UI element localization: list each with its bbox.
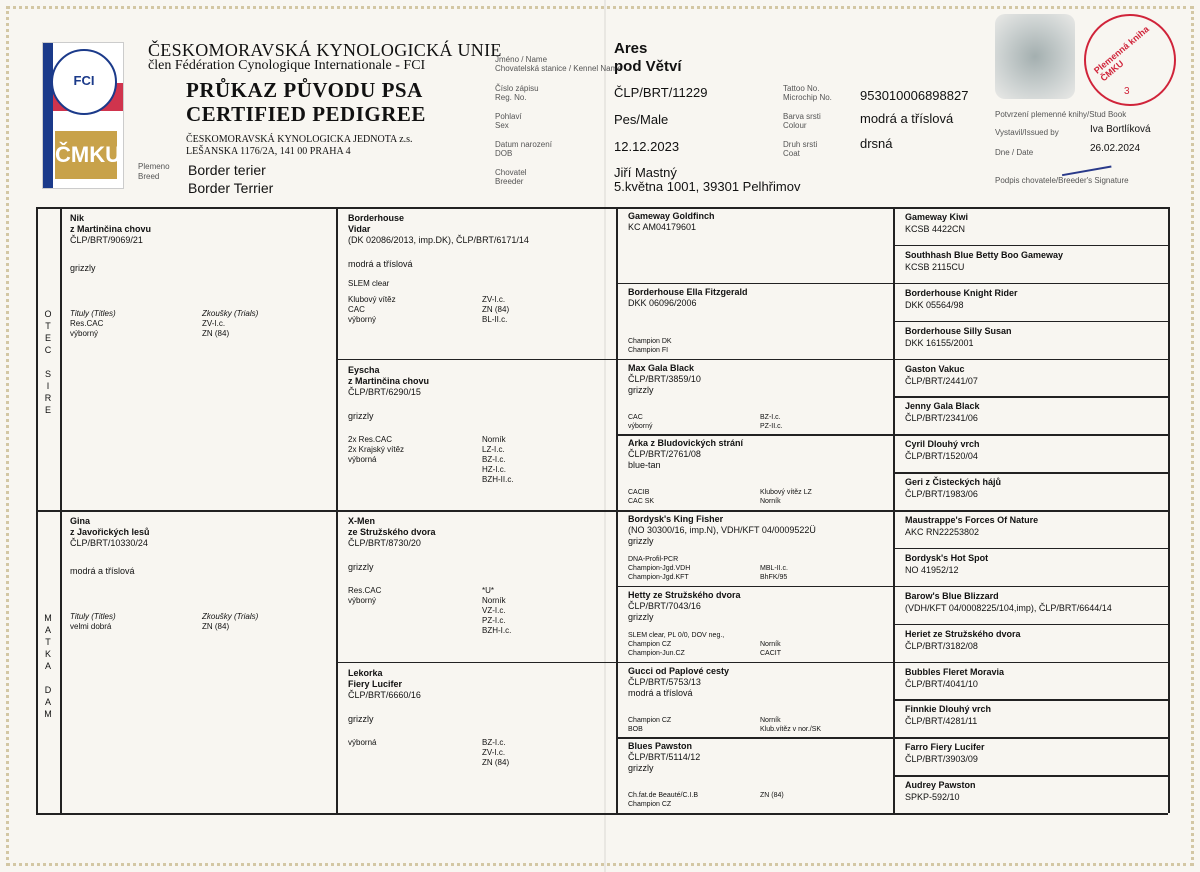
reg-label-cz: Číslo zápisu (495, 84, 539, 93)
grid-border-bottom (36, 813, 1168, 815)
breed-label-en: Breed (138, 172, 160, 181)
grid-row-line (893, 737, 1168, 739)
ggp-reg: ČLP/BRT/5114/12 (628, 752, 701, 763)
grid-row-line (893, 662, 1168, 664)
grid-border-top (36, 207, 1168, 209)
gggp-name: Barow's Blue Blizzard (905, 590, 999, 601)
parent-kennel: z Javořických lesů (70, 527, 150, 537)
org-name: ČESKOMORAVSKÁ KYNOLOGICKÁ UNIE (148, 40, 502, 60)
ggp-title: BOB (628, 725, 643, 733)
ggp-reg: (NO 30300/16, imp.N), VDH/KFT 04/0009522Ü (628, 525, 816, 535)
ggp-trial: CACIT (760, 649, 781, 657)
ggp-color: modrá a tříslová (628, 687, 693, 698)
grid-row-line (893, 321, 1168, 323)
breeder-label-en: Breeder (495, 177, 524, 186)
grandparent-trial: ZN (84) (482, 757, 510, 767)
sire-side-letter: O (44, 309, 52, 319)
grandparent-kennel: Fiery Lucifer (348, 678, 403, 689)
gggp-name: Geri z Čisteckých hájů (905, 477, 1002, 488)
gggp-reg: ČLP/BRT/4281/11 (905, 716, 978, 727)
titles-label: Tituly (Titles) (70, 309, 116, 318)
grid-row-line (893, 434, 1168, 436)
ggp-name: Blues Pawston (628, 741, 693, 752)
grid-row-line (893, 510, 1168, 512)
ggp-trial: Klubový vítěz LZ (760, 489, 812, 497)
gggp-name: Gameway Kiwi (905, 212, 969, 222)
ggp-reg: KC AM04179601 (628, 222, 697, 232)
gggp-name: Gaston Vakuc (905, 363, 965, 374)
ggp-title: CACIB (628, 489, 650, 497)
cmku-logo-icon: ČMKU (55, 131, 117, 179)
grandparent-trial: BL-II.c. (482, 315, 508, 324)
ggp-color: grizzly (628, 611, 654, 622)
title-cz: PRŮKAZ PŮVODU PSA (186, 78, 423, 102)
dog-dob: 12.12.2023 (614, 139, 680, 154)
tattoo-label-en: Microchip No. (783, 93, 832, 102)
parent-color: modrá a tříslová (70, 566, 135, 576)
grandparent-reg: (DK 02086/2013, imp.DK), ČLP/BRT/6171/14 (348, 235, 529, 245)
grandparent-trial: PZ-I.c. (482, 616, 506, 625)
dam-side-letter: K (44, 649, 51, 659)
grid-row-line (893, 396, 1168, 398)
grandparent-trial: HZ-I.c. (482, 464, 506, 474)
sex-label-en: Sex (495, 121, 509, 130)
grid-col-line (1168, 207, 1170, 813)
parent-name: Nik (70, 213, 85, 223)
ggp-name: Gucci od Paplové cesty (628, 665, 730, 676)
ggp-color: blue-tan (628, 460, 661, 471)
gggp-name: Cyril Dlouhý vrch (905, 439, 980, 450)
gggp-reg: AKC RN22253802 (905, 527, 980, 537)
studbook-stamp-icon: Plemenná kniha ČMKU 3 (1084, 14, 1176, 106)
parent-reg: ČLP/BRT/9069/21 (70, 235, 143, 245)
grandparent-reg: ČLP/BRT/6660/16 (348, 689, 421, 700)
gggp-reg: ČLP/BRT/1520/04 (905, 451, 978, 462)
ggp-title: CAC SK (628, 498, 655, 506)
ggp-trial: Norník (760, 498, 781, 506)
colour-label-en: Colour (783, 121, 807, 130)
ggp-trial: BhFK/95 (760, 574, 788, 581)
microchip-number: 953010006898827 (860, 88, 969, 103)
sire-side-letter: S (44, 369, 51, 379)
gggp-name: Borderhouse Knight Rider (905, 287, 1018, 298)
grandparent-trial: *U* (482, 586, 495, 595)
dam-side-letter: A (44, 697, 51, 707)
ggp-reg: ČLP/BRT/2761/08 (628, 449, 701, 460)
grandparent-title: 2x Res.CAC (348, 434, 393, 444)
dam-side-letter: M (44, 613, 52, 623)
grandparent-trial: Norník (482, 434, 506, 444)
gggp-reg: ČLP/BRT/2341/06 (905, 413, 978, 424)
parent-title: výborný (70, 329, 99, 338)
grandparent-color: grizzly (348, 410, 374, 421)
parent-trial: ZN (84) (202, 622, 230, 631)
grandparent-trial: VZ-I.c. (482, 606, 506, 615)
parent-trial: ZN (84) (202, 329, 230, 338)
ggp-reg: ČLP/BRT/3859/10 (628, 373, 701, 384)
grid-row-line (893, 586, 1168, 588)
colour-label-cz: Barva srsti (783, 112, 821, 121)
grid-row-line (616, 737, 893, 739)
grandparent-trial: ZV-I.c. (482, 295, 506, 304)
gggp-reg: SPKP-592/10 (905, 792, 960, 803)
dam-side-letter: T (45, 637, 51, 647)
dam-side-letter: A (44, 661, 51, 671)
grid-row-line (336, 510, 616, 512)
grandparent-color: grizzly (348, 713, 374, 724)
ggp-title: Champion-Jgd.KFT (628, 574, 689, 581)
dam-side-letter: A (44, 625, 51, 635)
gggp-name: Bordysk's Hot Spot (905, 552, 989, 563)
jednota-name: ČESKOMORAVSKÁ KYNOLOGICKA JEDNOTA z.s. (186, 134, 413, 145)
sex-label-cz: Pohlaví (495, 112, 522, 121)
gggp-reg: DKK 05564/98 (905, 299, 964, 310)
gggp-reg: ČLP/BRT/1983/06 (905, 489, 978, 500)
grandparent-trial: ZN (84) (482, 305, 510, 314)
gggp-reg: ČLP/BRT/4041/10 (905, 678, 978, 689)
reg-label-en: Reg. No. (495, 93, 527, 102)
grandparent-title: 2x Krajský vítěz (348, 444, 405, 454)
dog-name-line2: pod Větví (614, 58, 682, 75)
title-en: CERTIFIED PEDIGREE (186, 102, 426, 126)
grandparent-name: X-Men (348, 516, 375, 526)
ggp-title: Champion-Jgd.VDH (628, 565, 691, 572)
sire-side-letter: E (44, 333, 51, 343)
page-fold (604, 0, 606, 872)
gggp-reg: NO 41952/12 (905, 564, 959, 575)
ggp-trial: Norník (760, 640, 781, 648)
grandparent-trial: BZ-I.c. (482, 454, 506, 464)
parent-name: Gina (70, 516, 91, 526)
ggp-title: Champion CZ (628, 801, 672, 809)
grid-row-line (336, 359, 616, 361)
grandparent-color: grizzly (348, 562, 374, 572)
gggp-reg: ČLP/BRT/3903/09 (905, 754, 978, 765)
name-label-en: Chovatelská stanice / Kennel Name (495, 64, 622, 73)
sire-side-letter: I (46, 381, 50, 391)
issued-by-label: Vystavil/Issued by (995, 128, 1059, 137)
ggp-title: výborný (628, 422, 653, 430)
grid-row-line (893, 472, 1168, 474)
gggp-name: Farro Fiery Lucifer (905, 742, 985, 753)
sire-side-letter: E (44, 405, 51, 415)
ggp-name: Arka z Bludovických strání (628, 438, 744, 449)
ggp-trial: PZ-II.c. (760, 422, 783, 430)
gggp-name: Maustrappe's Forces Of Nature (905, 515, 1039, 525)
grandparent-title: výborná (348, 454, 377, 464)
grandparent-title: výborný (348, 596, 377, 605)
grandparent-kennel: z Martinčina chovu (348, 375, 430, 386)
dog-coat: drsná (860, 136, 893, 151)
ggp-color: grizzly (628, 384, 654, 395)
ggp-title: Ch.fat.de Beauté/C.I.B (628, 792, 699, 800)
grid-row-line (616, 586, 893, 588)
ggp-title: Champion FI (628, 346, 669, 354)
ggp-name: Bordysk's King Fisher (628, 514, 724, 524)
grandparent-name: Eyscha (348, 364, 380, 375)
ggp-color: grizzly (628, 536, 654, 546)
ggp-name: Gameway Goldfinch (628, 211, 715, 221)
grid-row-line (616, 434, 893, 436)
tattoo-label-cz: Tattoo No. (783, 84, 820, 93)
gggp-reg: ČLP/BRT/3182/08 (905, 640, 978, 651)
ggp-name: Max Gala Black (628, 362, 695, 373)
ggp-name: Borderhouse Ella Fitzgerald (628, 286, 748, 297)
breed-label-cz: Plemeno (138, 162, 170, 171)
gggp-name: Jenny Gala Black (905, 401, 980, 412)
breeder-label-cz: Chovatel (495, 168, 527, 177)
dog-reg: ČLP/BRT/11229 (614, 85, 708, 100)
grandparent-reg: ČLP/BRT/6290/15 (348, 386, 421, 397)
parent-color: grizzly (70, 263, 96, 273)
grid-row-line (616, 510, 893, 512)
fci-globe-icon: FCI (51, 49, 117, 115)
dam-side-letter: M (44, 709, 52, 719)
ggp-color: grizzly (628, 763, 654, 774)
dob-label-cz: Datum narození (495, 140, 552, 149)
grandparent-reg: ČLP/BRT/8730/20 (348, 538, 421, 548)
ggp-title: DNA-Profil-PCR (628, 556, 679, 563)
grid-row-line (893, 548, 1168, 550)
gggp-reg: ČLP/BRT/2441/07 (905, 375, 978, 386)
grid-row-line (893, 245, 1168, 247)
grid-row-line (893, 775, 1168, 777)
ggp-reg: ČLP/BRT/7043/16 (628, 600, 701, 611)
ggp-reg: DKK 06096/2006 (628, 297, 697, 308)
studbook-confirm-label: Potvrzení plemenné knihy/Stud Book (995, 110, 1127, 119)
parent-trial: ZV-I.c. (202, 319, 226, 328)
grandparent-trial: BZ-I.c. (482, 737, 506, 747)
grid-row-line (616, 283, 893, 285)
gggp-reg: KCSB 2115CU (905, 261, 965, 272)
grandparent-title: výborná (348, 737, 377, 747)
signature-label: Podpis chovatele/Breeder's Signature (995, 176, 1129, 185)
breed-en: Border Terrier (188, 180, 274, 196)
grandparent-trial: ZV-I.c. (482, 747, 506, 757)
dam-side-letter: D (44, 685, 52, 695)
grandparent-trial: Norník (482, 596, 506, 605)
ggp-title: Champion-Jun.CZ (628, 649, 685, 657)
name-label-cz: Jméno / Name (495, 55, 548, 64)
dog-name-line1: Ares (614, 40, 648, 57)
grandparent-trial: BZH-I.c. (482, 626, 512, 635)
grandparent-color: modrá a tříslová (348, 259, 413, 269)
ggp-title: CAC (628, 413, 643, 421)
dob-label-en: DOB (495, 149, 513, 158)
breeder-name: Jiří Mastný (614, 165, 677, 180)
ggp-trial: ZN (84) (760, 792, 784, 800)
grandparent-title: výborný (348, 315, 377, 324)
ggp-trial: Norník (760, 716, 781, 724)
org-member: člen Fédération Cynologique Internationale - FCI (148, 58, 426, 73)
gggp-name: Bubbles Fleret Moravia (905, 666, 1005, 677)
ggp-reg: ČLP/BRT/5753/13 (628, 676, 701, 687)
sire-side-letter: R (44, 393, 52, 403)
ggp-trial: Klub.vítěz v nor./SK (760, 725, 822, 733)
trials-label: Zkoušky (Trials) (202, 309, 259, 318)
grandparent-title: Res.CAC (348, 586, 382, 595)
coat-label-cz: Druh srsti (783, 140, 818, 149)
grandparent-trial: BZH-II.c. (482, 474, 514, 484)
gggp-reg: KCSB 4422CN (905, 224, 966, 234)
date-label: Dne / Date (995, 148, 1034, 157)
dog-colour: modrá a tříslová (860, 111, 954, 126)
grid-row-line (336, 662, 616, 664)
grandparent-kennel: Vidar (348, 224, 371, 234)
ggp-title: Champion CZ (628, 716, 672, 724)
gggp-name: Audrey Pawston (905, 780, 976, 791)
ggp-title: Champion CZ (628, 640, 672, 648)
gggp-reg: DKK 16155/2001 (905, 337, 974, 348)
grandparent-name: Borderhouse (348, 213, 405, 223)
dog-sex: Pes/Male (614, 112, 669, 127)
breeder-address: 5.května 1001, 39301 Pelhřimov (614, 179, 801, 194)
parent-title: Res.CAC (70, 319, 104, 328)
issued-by: Iva Bortlíková (1090, 124, 1151, 135)
grandparent-trial: LZ-I.c. (482, 444, 505, 454)
breed-cz: Border terier (188, 162, 266, 178)
gggp-name: Borderhouse Silly Susan (905, 325, 1012, 336)
grid-row-line (616, 662, 893, 664)
jednota-address: LEŠANSKA 1176/2A, 141 00 PRAHA 4 (186, 146, 351, 157)
ggp-name: Hetty ze Stružského dvora (628, 589, 741, 600)
ggp-title: Champion DK (628, 337, 672, 345)
grandparent-name: Lekorka (348, 667, 383, 678)
gggp-name: Heriet ze Stružského dvora (905, 628, 1021, 639)
trials-label: Zkoušky (Trials) (202, 612, 259, 621)
sire-side-letter: C (44, 345, 52, 355)
fci-cmku-logo (42, 42, 124, 189)
grid-row-line (893, 283, 1168, 285)
gggp-name: Southhash Blue Betty Boo Gameway (905, 249, 1064, 260)
grandparent-kennel: ze Stružského dvora (348, 527, 436, 537)
grandparent-title: CAC (348, 305, 365, 314)
sire-side-letter: T (45, 321, 51, 331)
grid-row-line (616, 359, 893, 361)
grid-row-line (893, 359, 1168, 361)
ggp-trial: BZ-I.c. (760, 413, 781, 421)
gggp-reg: (VDH/KFT 04/0008225/104,imp), ČLP/BRT/6644/14 (905, 602, 1112, 613)
grandparent-extra: SLEM clear (348, 279, 390, 288)
issue-date: 26.02.2024 (1090, 143, 1141, 154)
titles-label: Tituly (Titles) (70, 612, 116, 621)
parent-title: velmi dobrá (70, 622, 112, 631)
gggp-name: Finnkie Dlouhý vrch (905, 704, 992, 715)
parent-reg: ČLP/BRT/10330/24 (70, 538, 148, 548)
ggp-trial: MBL-II.c. (760, 565, 789, 572)
hologram-stamp-icon (995, 14, 1075, 99)
grid-row-line (893, 699, 1168, 701)
grandparent-title: Klubový vítěz (348, 295, 396, 304)
grid-row-line (36, 510, 336, 512)
grid-row-line (893, 624, 1168, 626)
logo-blue-stripe (43, 43, 53, 188)
coat-label-en: Coat (783, 149, 800, 158)
ggp-title: SLEM clear, PL 0/0, DOV neg., (628, 631, 725, 639)
parent-kennel: z Martinčina chovu (70, 224, 152, 234)
